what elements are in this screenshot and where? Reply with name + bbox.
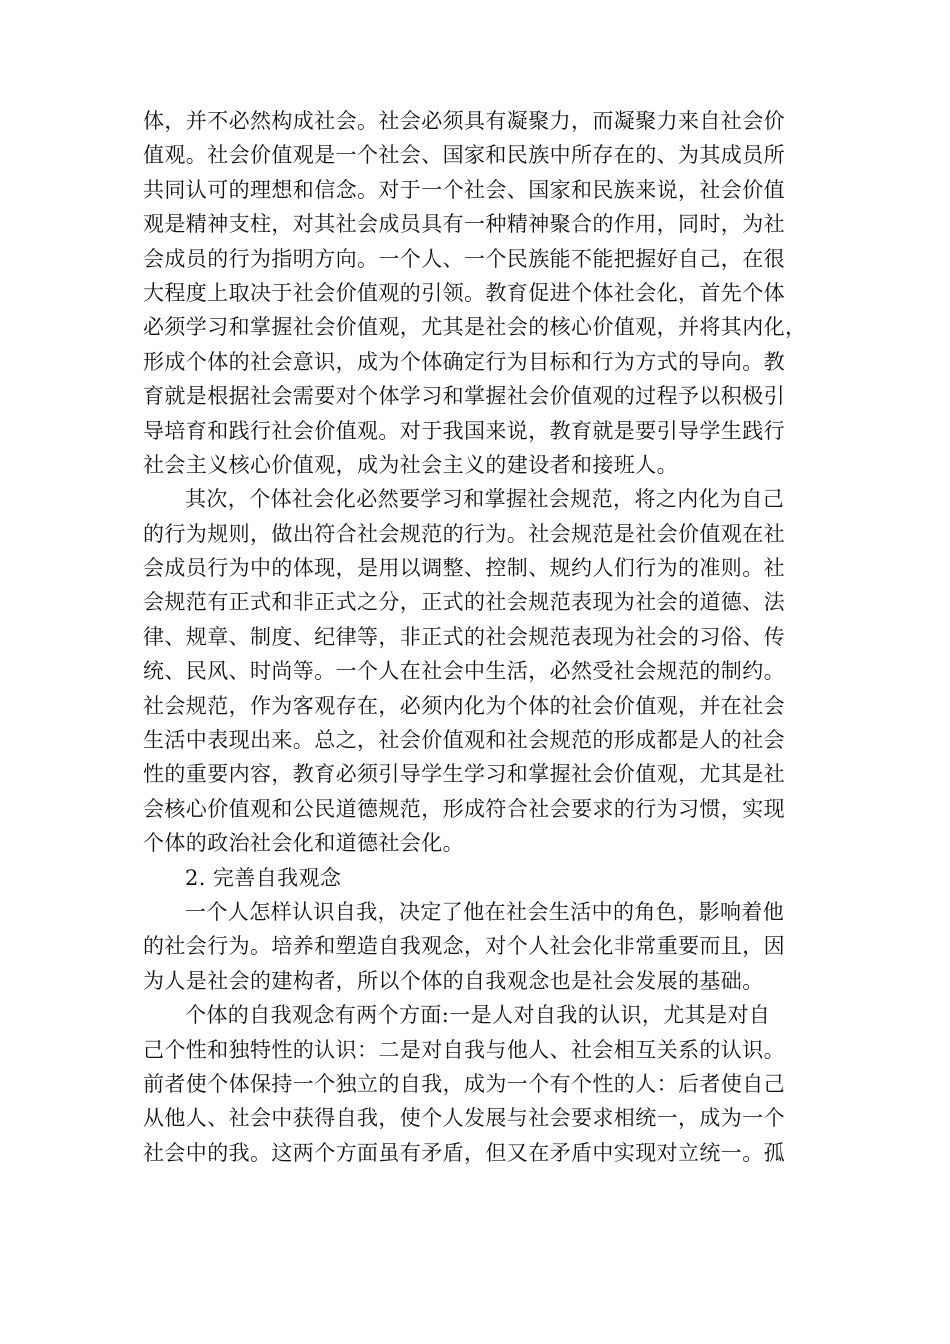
text-line: 社会规范，作为客观存在，必须内化为个体的社会价值观，并在社会: [143, 693, 785, 718]
text-line: 2. 完善自我观念: [185, 865, 342, 890]
text-line: 个体的自我观念有两个方面:一是人对自我的认识，尤其是对自: [185, 1003, 771, 1028]
text-line: 会成员的行为指明方向。一个人、一个民族能不能把握好自己，在很: [143, 246, 785, 271]
text-line: 的社会行为。培养和塑造自我观念，对个人社会化非常重要而且，因: [143, 934, 785, 959]
text-line: 会成员行为中的体现，是用以调整、控制、规约人们行为的准则。社: [143, 556, 785, 581]
body-text: [143, 104, 833, 1170]
text-line: 律、规章、制度、纪律等，非正式的社会规范表现为社会的习俗、传: [143, 624, 785, 649]
text-line: 其次，个体社会化必然要学习和掌握社会规范，将之内化为自己: [185, 487, 785, 512]
text-line: 己个性和独特性的认识：二是对自我与他人、社会相互关系的认识。: [143, 1037, 785, 1062]
text-line: 共同认可的理想和信念。对于一个社会、国家和民族来说，社会价值: [143, 177, 785, 202]
text-line: 个体的政治社会化和道德社会化。: [143, 831, 464, 856]
text-line: 前者使个体保持一个独立的自我，成为一个有个性的人：后者使自己: [143, 1071, 785, 1096]
text-line: 社会中的我。这两个方面虽有矛盾，但又在矛盾中实现对立统一。孤: [143, 1140, 785, 1165]
text-line: 为人是社会的建构者，所以个体的自我观念也是社会发展的基础。: [143, 968, 764, 993]
text-line: 从他人、社会中获得自我，使个人发展与社会要求相统一，成为一个: [143, 1106, 785, 1131]
text-line: 观是精神支柱，对其社会成员具有一种精神聚合的作用，同时，为社: [143, 212, 785, 237]
text-line: 性的重要内容，教育必须引导学生学习和掌握社会价值观，尤其是社: [143, 762, 785, 787]
text-line: 导培育和践行社会价值观。对于我国来说，教育就是要引导学生践行: [143, 418, 785, 443]
text-line: 会核心价值观和公民道德规范，形成符合社会要求的行为习惯，实现: [143, 796, 785, 821]
text-line: 必须学习和掌握社会价值观，尤其是社会的核心价值观，并将其内化，: [143, 315, 807, 340]
text-line: 大程度上取决于社会价值观的引领。教育促进个体社会化，首先个体: [143, 280, 785, 305]
text-line: 体，并不必然构成社会。社会必须具有凝聚力，而凝聚力来自社会价: [143, 109, 785, 133]
text-line: 统、民风、时尚等。一个人在社会中生活，必然受社会规范的制约。: [143, 659, 785, 684]
text-line: 形成个体的社会意识，成为个体确定行为目标和行为方式的导向。教: [143, 349, 785, 374]
text-line: 生活中表现出来。总之，社会价值观和社会规范的形成都是人的社会: [143, 728, 785, 753]
text-line: 育就是根据社会需要对个体学习和掌握社会价值观的过程予以积极引: [143, 384, 785, 409]
text-line: 一个人怎样认识自我，决定了他在社会生活中的角色，影响着他: [185, 899, 785, 924]
text-line: 的行为规则，做出符合社会规范的行为。社会规范是社会价值观在社: [143, 521, 785, 546]
text-line: 社会主义核心价值观，成为社会主义的建设者和接班人。: [143, 452, 678, 477]
text-line: 值观。社会价值观是一个社会、国家和民族中所存在的、为其成员所: [143, 143, 785, 168]
text-line: 会规范有正式和非正式之分，正式的社会规范表现为社会的道德、法: [143, 590, 785, 615]
